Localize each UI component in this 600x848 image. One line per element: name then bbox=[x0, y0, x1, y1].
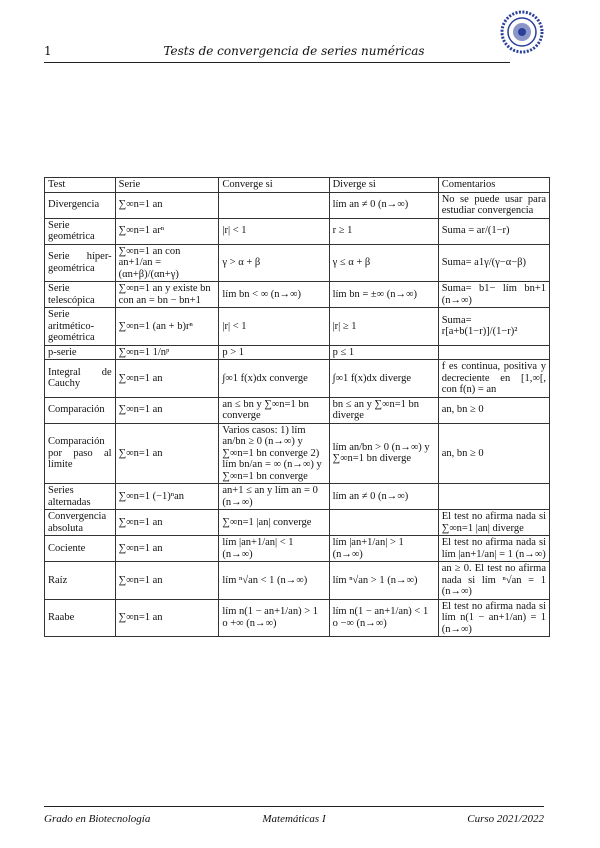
footer-degree: Grado en Biotecnología bbox=[44, 813, 151, 825]
table-row bbox=[45, 308, 550, 346]
table-cell: lím bn = ±∞ (n→∞) bbox=[329, 282, 438, 308]
table-cell: an ≥ 0. El test no afirma nada si lím ⁿ√an = 1 (n→∞) bbox=[438, 562, 549, 600]
table-cell: ∑∞n=1 an bbox=[115, 562, 219, 600]
table-cell: ∑∞n=1 1/nᵖ bbox=[115, 345, 219, 360]
footer-subject: Matemáticas I bbox=[262, 813, 326, 825]
table-cell: ∑∞n=1 an bbox=[115, 599, 219, 637]
table-cell: ∑∞n=1 an bbox=[115, 423, 219, 484]
table-cell: an+1 ≤ an y lím an = 0 (n→∞) bbox=[219, 484, 329, 510]
table-cell: El test no afirma nada si ∑∞n=1 |an| diverge bbox=[438, 510, 549, 536]
table-cell bbox=[219, 192, 329, 218]
column-header: Test bbox=[45, 178, 116, 193]
table-row bbox=[45, 536, 550, 562]
table-row bbox=[45, 423, 550, 484]
table-cell: Varios casos: 1) lím an/bn ≥ 0 (n→∞) y ∑∞n=1 bn converge 2) lím bn/an = ∞ (n→∞) y ∑∞n=1 bn converge bbox=[219, 423, 329, 484]
table-cell: lím an ≠ 0 (n→∞) bbox=[329, 484, 438, 510]
page-footer bbox=[44, 806, 544, 825]
table-cell: |r| ≥ 1 bbox=[329, 308, 438, 346]
table-cell: p ≤ 1 bbox=[329, 345, 438, 360]
table-row bbox=[45, 484, 550, 510]
table-row bbox=[45, 218, 550, 244]
table-cell: Serie híper-geométrica bbox=[45, 244, 116, 282]
table-cell: Cociente bbox=[45, 536, 116, 562]
table-cell: ∫∞1 f(x)dx diverge bbox=[329, 360, 438, 398]
table-cell: an, bn ≥ 0 bbox=[438, 397, 549, 423]
table-cell: Divergencia bbox=[45, 192, 116, 218]
table-cell: |r| < 1 bbox=[219, 308, 329, 346]
table-cell: f es continua, positiva y decreciente en [1,∞[, con f(n) = an bbox=[438, 360, 549, 398]
table-row bbox=[45, 360, 550, 398]
table-row bbox=[45, 397, 550, 423]
table-cell: ∫∞1 f(x)dx converge bbox=[219, 360, 329, 398]
table-cell: Series alternadas bbox=[45, 484, 116, 510]
table-cell: Convergencia absoluta bbox=[45, 510, 116, 536]
table-cell: ∑∞n=1 |an| converge bbox=[219, 510, 329, 536]
table-row bbox=[45, 244, 550, 282]
page-header bbox=[44, 44, 544, 58]
table-cell: |r| < 1 bbox=[219, 218, 329, 244]
table-cell: El test no afirma nada si lím |an+1/an| = 1 (n→∞) bbox=[438, 536, 549, 562]
table-row bbox=[45, 192, 550, 218]
table-row bbox=[45, 510, 550, 536]
table-cell: ∑∞n=1 an bbox=[115, 536, 219, 562]
table-cell bbox=[438, 345, 549, 360]
table-cell: Comparación bbox=[45, 397, 116, 423]
table-cell: Integral de Cauchy bbox=[45, 360, 116, 398]
table-cell: lím an ≠ 0 (n→∞) bbox=[329, 192, 438, 218]
table-cell: lím |an+1/an| > 1 (n→∞) bbox=[329, 536, 438, 562]
table-cell: Serie telescópica bbox=[45, 282, 116, 308]
table-row bbox=[45, 282, 550, 308]
table-row bbox=[45, 562, 550, 600]
table-cell: ∑∞n=1 an bbox=[115, 397, 219, 423]
table-cell: lím n(1 − an+1/an) < 1 o −∞ (n→∞) bbox=[329, 599, 438, 637]
table-row bbox=[45, 345, 550, 360]
table-cell: Suma= a1γ/(γ−α−β) bbox=[438, 244, 549, 282]
table-cell: ∑∞n=1 (an + b)rⁿ bbox=[115, 308, 219, 346]
table-cell: lím an/bn > 0 (n→∞) y ∑∞n=1 bn diverge bbox=[329, 423, 438, 484]
table-cell: El test no afirma nada si lím n(1 − an+1/an) = 1 (n→∞) bbox=[438, 599, 549, 637]
table-cell bbox=[438, 484, 549, 510]
table-cell: Suma= b1− lím bn+1 (n→∞) bbox=[438, 282, 549, 308]
table-cell: Serie geométrica bbox=[45, 218, 116, 244]
convergence-tests-table bbox=[44, 177, 550, 637]
table-cell: r ≥ 1 bbox=[329, 218, 438, 244]
table-row bbox=[45, 599, 550, 637]
table-cell: γ > α + β bbox=[219, 244, 329, 282]
table-cell: ∑∞n=1 an bbox=[115, 510, 219, 536]
table-cell: γ ≤ α + β bbox=[329, 244, 438, 282]
table-cell: lím |an+1/an| < 1 (n→∞) bbox=[219, 536, 329, 562]
footer-course: Curso 2021/2022 bbox=[467, 813, 544, 825]
column-header: Converge si bbox=[219, 178, 329, 193]
table-cell: Suma = ar/(1−r) bbox=[438, 218, 549, 244]
table-cell: p-serie bbox=[45, 345, 116, 360]
university-seal-icon bbox=[500, 10, 544, 54]
column-header: Serie bbox=[115, 178, 219, 193]
table-cell: bn ≤ an y ∑∞n=1 bn diverge bbox=[329, 397, 438, 423]
table-cell: Raabe bbox=[45, 599, 116, 637]
table-cell: ∑∞n=1 arⁿ bbox=[115, 218, 219, 244]
column-header: Comentarios bbox=[438, 178, 549, 193]
table-cell: lím ⁿ√an > 1 (n→∞) bbox=[329, 562, 438, 600]
table-cell: an ≤ bn y ∑∞n=1 bn converge bbox=[219, 397, 329, 423]
table-cell: ∑∞n=1 an y existe bn con an = bn − bn+1 bbox=[115, 282, 219, 308]
table-cell: ∑∞n=1 (−1)ⁿan bbox=[115, 484, 219, 510]
table-cell: lím ⁿ√an < 1 (n→∞) bbox=[219, 562, 329, 600]
table-body bbox=[45, 192, 550, 637]
table-cell: Comparación por paso al límite bbox=[45, 423, 116, 484]
table-cell: ∑∞n=1 an bbox=[115, 192, 219, 218]
table-header-row bbox=[45, 178, 550, 193]
column-header: Diverge si bbox=[329, 178, 438, 193]
table-cell: lím bn < ∞ (n→∞) bbox=[219, 282, 329, 308]
table-cell: Suma= r[a+b(1−r)]/(1−r)² bbox=[438, 308, 549, 346]
table-cell: an, bn ≥ 0 bbox=[438, 423, 549, 484]
table-cell: Raíz bbox=[45, 562, 116, 600]
table-cell: ∑∞n=1 an bbox=[115, 360, 219, 398]
table-cell: No se puede usar para estudiar convergencia bbox=[438, 192, 549, 218]
header-rule bbox=[44, 62, 510, 63]
header-title: Tests de convergencia de series numéricas bbox=[163, 44, 425, 58]
page-number: 1 bbox=[44, 44, 52, 58]
table-cell: ∑∞n=1 an con an+1/an = (αn+β)/(αn+γ) bbox=[115, 244, 219, 282]
table-cell: lím n(1 − an+1/an) > 1 o +∞ (n→∞) bbox=[219, 599, 329, 637]
table-cell: p > 1 bbox=[219, 345, 329, 360]
table-cell: Serie aritmético-geométrica bbox=[45, 308, 116, 346]
table-cell bbox=[329, 510, 438, 536]
